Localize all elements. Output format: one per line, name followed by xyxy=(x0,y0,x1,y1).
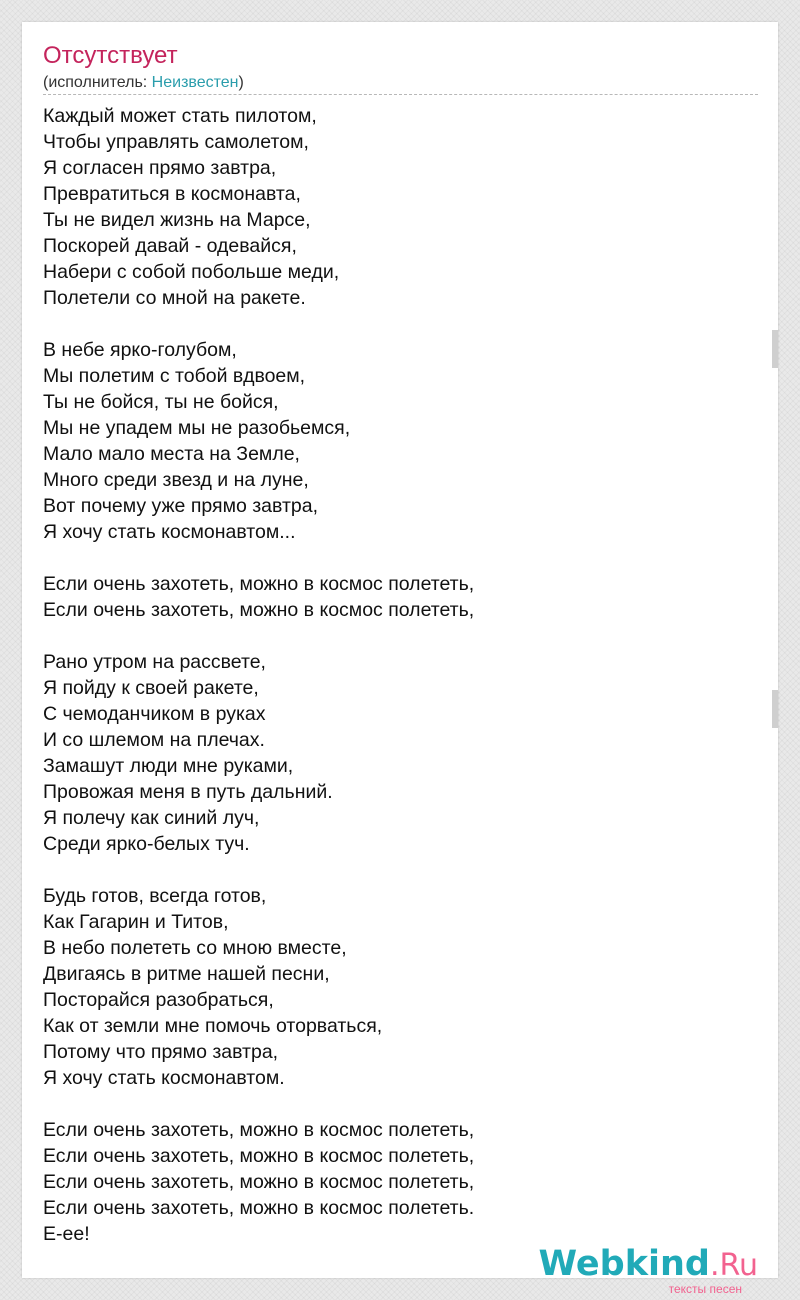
lyric-line: Замашут люди мне руками, xyxy=(43,755,294,777)
lyric-line: Я хочу стать космонавтом. xyxy=(43,1067,285,1089)
artist-prefix: (исполнитель: xyxy=(43,74,152,91)
lyric-line: Я хочу стать космонавтом... xyxy=(43,521,296,543)
lyric-line: Среди ярко-белых туч. xyxy=(43,833,250,855)
lyric-line: Мы не упадем мы не разобьемся, xyxy=(43,417,351,439)
lyrics-text xyxy=(43,103,743,1247)
lyric-line: Если очень захотеть, можно в космос полететь, xyxy=(43,573,475,595)
lyric-line: Я пойду к своей ракете, xyxy=(43,677,259,699)
lyric-line: Мы полетим с тобой вдвоем, xyxy=(43,365,306,387)
artist-suffix: ) xyxy=(238,74,244,91)
lyric-line: И со шлемом на плечах. xyxy=(43,729,265,751)
scroll-marker xyxy=(772,330,778,368)
lyric-line: Каждый может стать пилотом, xyxy=(43,105,317,127)
lyric-line: Рано утром на рассвете, xyxy=(43,651,266,673)
lyric-line: Ты не видел жизнь на Марсе, xyxy=(43,209,311,231)
lyrics-card xyxy=(22,22,778,1296)
lyric-line: Как от земли мне помочь оторваться, xyxy=(43,1015,383,1037)
lyric-line: Двигаясь в ритме нашей песни, xyxy=(43,963,330,985)
lyric-line: С чемоданчиком в руках xyxy=(43,703,266,725)
lyric-line: Вот почему уже прямо завтра, xyxy=(43,495,318,517)
lyric-line: Е-ее! xyxy=(43,1223,90,1245)
lyric-line: В небе ярко-голубом, xyxy=(43,339,237,361)
site-logo[interactable] xyxy=(538,1244,758,1296)
logo-ru-text: .Ru xyxy=(709,1248,758,1283)
scroll-marker xyxy=(772,690,778,728)
lyric-line: Набери с собой побольше меди, xyxy=(43,261,340,283)
artist-line xyxy=(43,73,758,95)
stanza-break xyxy=(43,545,743,571)
stanza-break xyxy=(43,857,743,883)
logo-wordmark xyxy=(539,1244,758,1286)
lyric-line: Поскорей давай - одевайся, xyxy=(43,235,297,257)
logo-web-text: Webkind xyxy=(538,1244,710,1284)
lyric-line: Ты не бойся, ты не бойся, xyxy=(43,391,279,413)
lyric-line: Провожая меня в путь дальний. xyxy=(43,781,333,803)
lyric-line: Я согласен прямо завтра, xyxy=(43,157,277,179)
lyric-line: Если очень захотеть, можно в космос полететь, xyxy=(43,1171,475,1193)
lyric-line: Будь готов, всегда готов, xyxy=(43,885,267,907)
lyric-line: Потому что прямо завтра, xyxy=(43,1041,279,1063)
lyric-line: Чтобы управлять самолетом, xyxy=(43,131,309,153)
lyric-line: Если очень захотеть, можно в космос полететь, xyxy=(43,1119,475,1141)
lyric-line: Мало мало места на Земле, xyxy=(43,443,300,465)
lyric-line: Полетели со мной на ракете. xyxy=(43,287,306,309)
stanza-break xyxy=(43,1091,743,1117)
lyric-line: Как Гагарин и Титов, xyxy=(43,911,229,933)
lyric-line: В небо полететь со мною вместе, xyxy=(43,937,347,959)
lyric-line: Если очень захотеть, можно в космос полететь, xyxy=(43,1145,475,1167)
lyric-line: Посторайся разобраться, xyxy=(43,989,274,1011)
lyric-line: Превратиться в космонавта, xyxy=(43,183,301,205)
lyric-line: Если очень захотеть, можно в космос полететь, xyxy=(43,599,475,621)
logo-subtitle: тексты песен xyxy=(668,1282,742,1296)
stanza-break xyxy=(43,623,743,649)
lyric-line: Много среди звезд и на луне, xyxy=(43,469,309,491)
song-title: Отсутствует xyxy=(43,42,178,69)
stanza-break xyxy=(43,311,743,337)
lyric-line: Я полечу как синий луч, xyxy=(43,807,260,829)
artist-link[interactable]: Неизвестен xyxy=(151,74,239,91)
lyric-line: Если очень захотеть, можно в космос полететь. xyxy=(43,1197,475,1219)
